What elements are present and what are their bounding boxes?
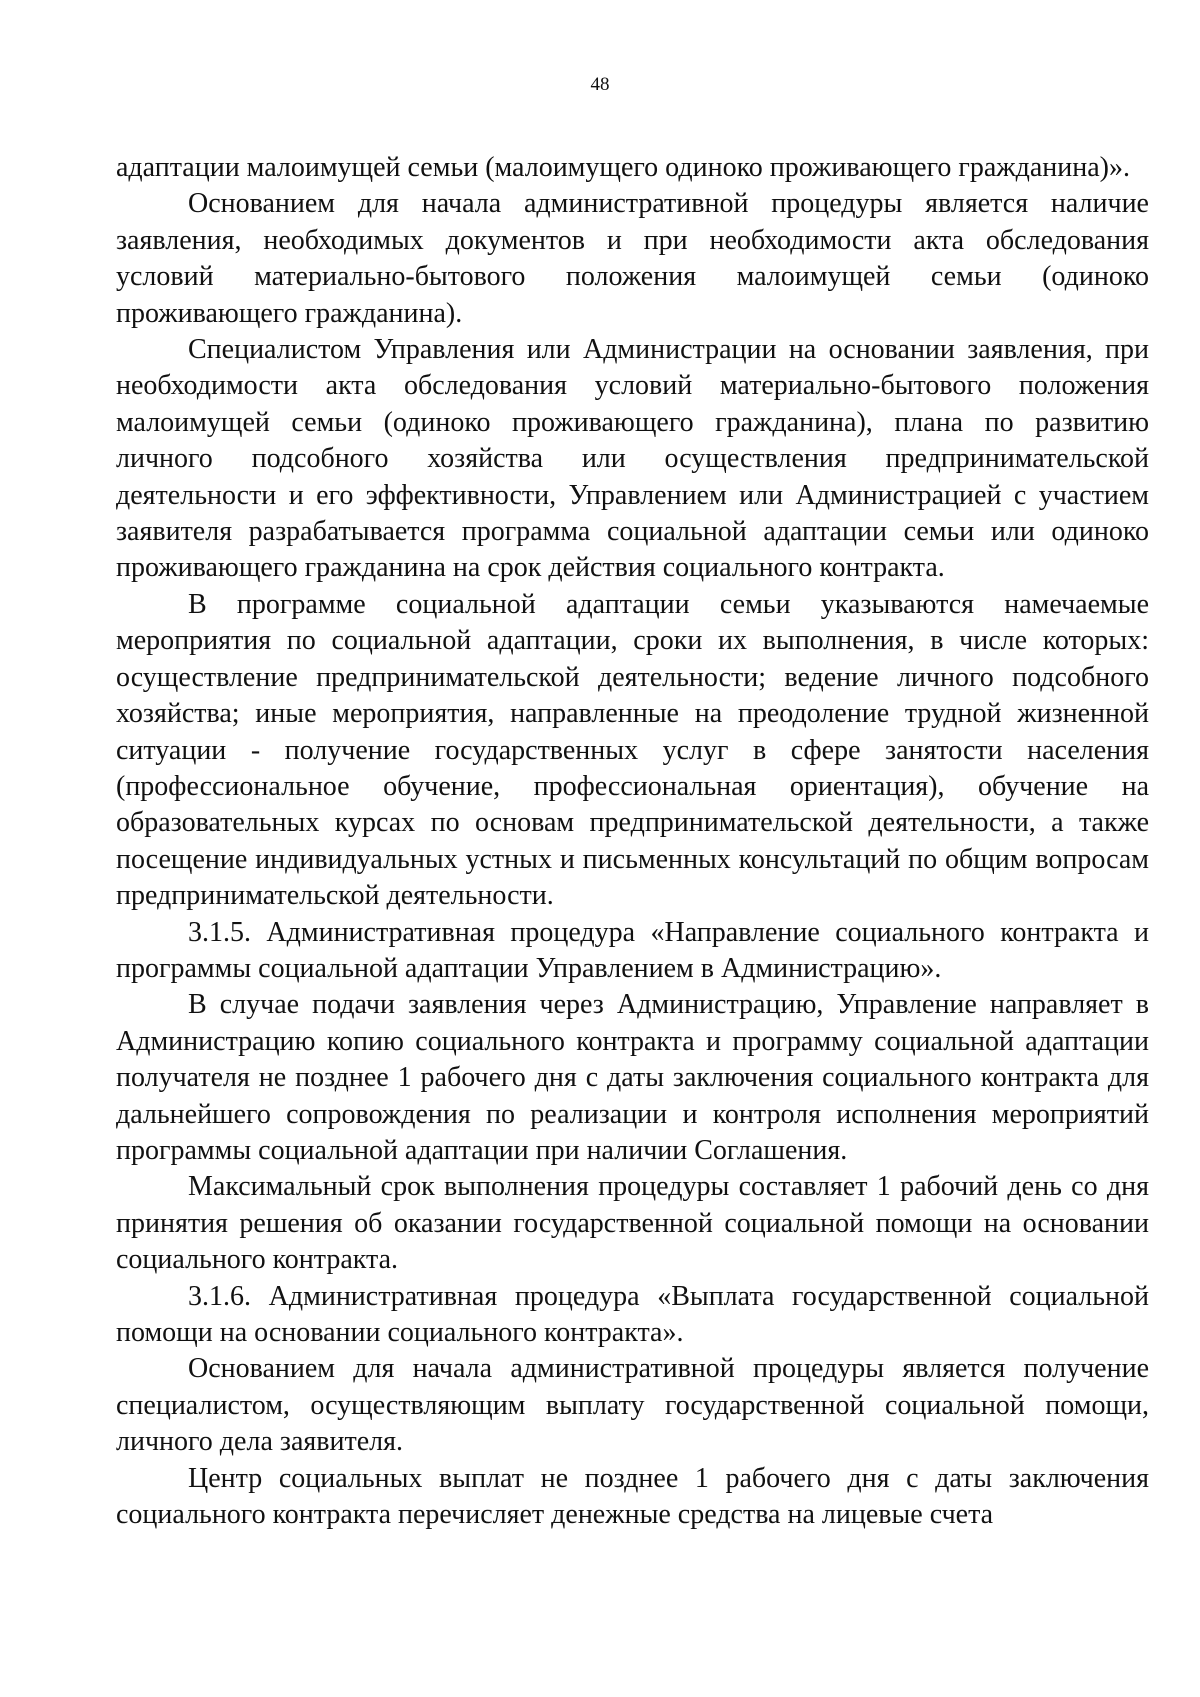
paragraph-program-measures: В программе социальной адаптации семьи указываются намечаемые мероприятия по социальной адаптации, сроки их выполнения, в числе которых: осуществление предпринимательской деятельности; ведение личного подсобного хозяйства; иные мероприятия, направленные на преодоление трудной жизненной ситуации - получение государственных услуг в сфере занятости населения (профессиональное обучение, профессиональная ориентация), обучение на образовательных курсах по основам предпринимательской деятельности, а также посещение индивидуальных устных и письменных консультаций по общим вопросам предпринимательской деятельности. — [116, 588, 1149, 912]
paragraph-payment-basis: Основанием для начала административной процедуры является получение специалистом, осуществляющим выплату государственной социальной помощи, личного дела заявителя. — [116, 1353, 1149, 1458]
paragraph-max-duration: Максимальный срок выполнения процедуры составляет 1 рабочий день со дня принятия решения об оказании государственной социальной помощи на основании социального контракта. — [116, 1171, 1149, 1276]
paragraph-program-development: Специалистом Управления или Администрации на основании заявления, при необходимости акта обследования условий материально-бытового положения малоимущей семьи (одиноко проживающего гражданина), плана по развитию личного подсобного хозяйства или осуществления предпринимательской деятельности и его эффективности, Управлением или Администрацией с участием заявителя разрабатывается программа социальной адаптации семьи или одиноко проживающего гражданина на срок действия социального контракта. — [116, 334, 1149, 584]
section-heading-3-1-5: 3.1.5. Административная процедура «Направление социального контракта и программы социальной адаптации Управлением в Администрацию». — [116, 916, 1149, 984]
document-body — [116, 150, 1149, 1533]
paragraph-basis-start: Основанием для начала административной процедуры является наличие заявления, необходимых документов и при необходимости акта обследования условий материально-бытового положения малоимущей семьи (одиноко проживающего гражданина). — [116, 188, 1149, 329]
section-heading-3-1-6: 3.1.6. Административная процедура «Выплата государственной социальной помощи на основании социального контракта». — [116, 1280, 1149, 1348]
paragraph-application-via-administration: В случае подачи заявления через Администрацию, Управление направляет в Администрацию копию социального контракта и программу социальной адаптации получателя не позднее 1 рабочего дня с даты заключения социального контракта для дальнейшего сопровождения по реализации и контроля исполнения мероприятий программы социальной адаптации при наличии Соглашения. — [116, 989, 1149, 1166]
paragraph-continuation: адаптации малоимущей семьи (малоимущего одиноко проживающего гражданина)». — [116, 152, 1130, 183]
page-number: 48 — [590, 74, 610, 95]
paragraph-payment-center: Центр социальных выплат не позднее 1 рабочего дня с даты заключения социального контракта перечисляет денежные средства на лицевые счета — [116, 1462, 1149, 1531]
